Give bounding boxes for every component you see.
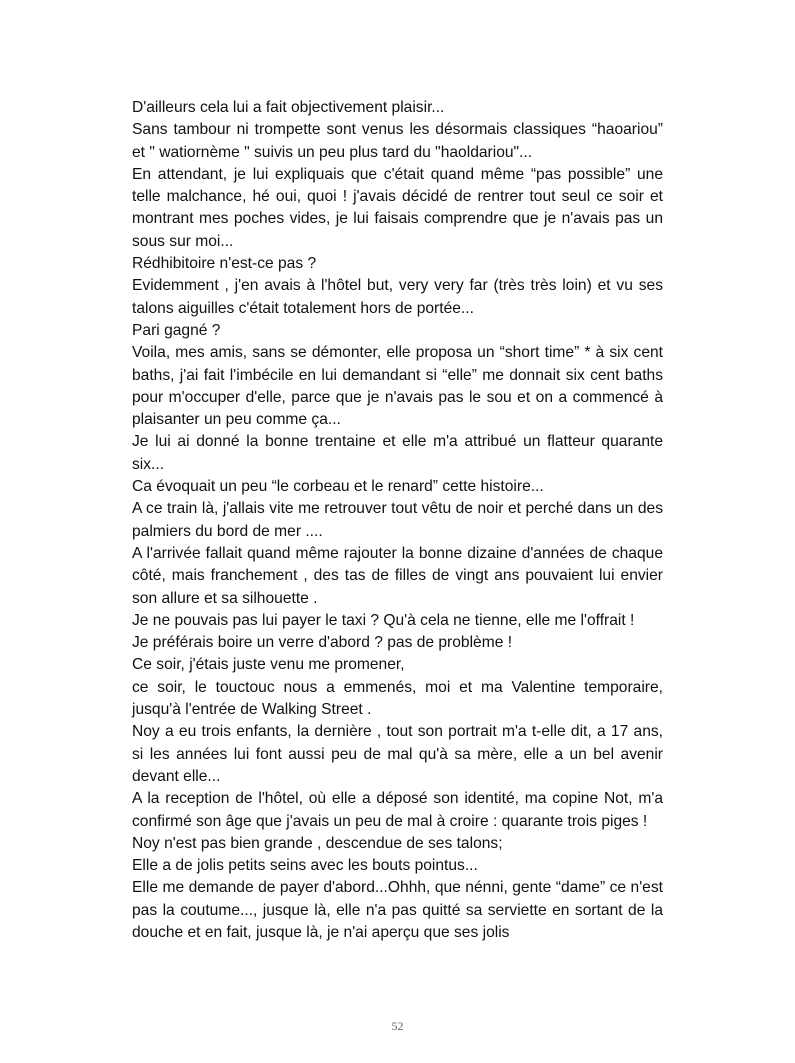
- paragraph: A ce train là, j'allais vite me retrouver tout vêtu de noir et perché dans un des palmiers du bord de mer ....: [132, 500, 663, 540]
- paragraph: Ce soir, j'étais juste venu me promener,: [132, 656, 405, 674]
- paragraph: Elle me demande de payer d'abord...Ohhh, que nénni, gente “dame” ce n'est pas la coutume..., jusque là, elle n'a pas quitté sa serviette en sortant de la douche et en fait, jusque là, je n'ai aperçu que ses jolis: [132, 879, 663, 941]
- paragraph: Noy a eu trois enfants, la dernière , tout son portrait m'a t-elle dit, a 17 ans, si les années lui font aussi peu de mal qu'à sa mère, elle a un bel avenir devant elle...: [132, 723, 663, 785]
- paragraph: Je lui ai donné la bonne trentaine et elle m'a attribué un flatteur quarante six...: [132, 433, 663, 473]
- paragraph: Je ne pouvais pas lui payer le taxi ? Qu'à cela ne tienne, elle me l'offrait !: [132, 611, 635, 629]
- paragraph: D'ailleurs cela lui a fait objectivement plaisir...: [132, 99, 445, 116]
- paragraph: En attendant, je lui expliquais que c'était quand même “pas possible” une telle malchance, hé oui, quoi ! j'avais décidé de rentrer tout seul ce soir et montrant mes poches vides, je lui faisais comprendre que je n'avais pas un sous sur moi...: [132, 165, 663, 250]
- paragraph: Pari gagné ?: [132, 321, 221, 339]
- paragraph: Noy n'est pas bien grande , descendue de ses talons;: [132, 834, 503, 852]
- paragraph: A la reception de l'hôtel, où elle a déposé son identité, ma copine Not, m'a confirmé son âge que j'avais un peu de mal à croire : quarante trois piges !: [132, 790, 663, 830]
- paragraph: A l'arrivée fallait quand même rajouter la bonne dizaine d'années de chaque côté, mais franchement , des tas de filles de vingt ans pouvaient lui envier son allure et sa silhouette .: [132, 544, 663, 607]
- paragraph: Ca évoquait un peu “le corbeau et le renard” cette histoire...: [132, 478, 544, 496]
- paragraph: ce soir, le touctouc nous a emmenés, moi et ma Valentine temporaire, jusqu'à l'entrée de Walking Street .: [132, 678, 663, 719]
- paragraph: Je préférais boire un verre d'abord ? pas de problème !: [132, 634, 513, 652]
- page-number: 52: [391, 1019, 404, 1033]
- paragraph: Voila, mes amis, sans se démonter, elle proposa un “short time” * à six cent baths, j'ai fait l'imbécile en lui demandant si “elle” me donnait six cent baths pour m'occuper d'elle, parce que je n'avais pas le sou et on a commencé à plaisanter un peu comme ça...: [132, 344, 663, 429]
- paragraph: Sans tambour ni trompette sont venus les désormais classiques “haoariou” et " watiornème " suivis un peu plus tard du "haoldariou"...: [132, 121, 663, 161]
- paragraph: Rédhibitoire n'est-ce pas ?: [132, 255, 317, 273]
- paragraph: Elle a de jolis petits seins avec les bouts pointus...: [132, 857, 478, 875]
- body-text: [132, 97, 663, 944]
- paragraph: Evidemment , j'en avais à l'hôtel but, very very far (très très loin) et vu ses talons aiguilles c'était totalement hors de portée...: [132, 277, 663, 317]
